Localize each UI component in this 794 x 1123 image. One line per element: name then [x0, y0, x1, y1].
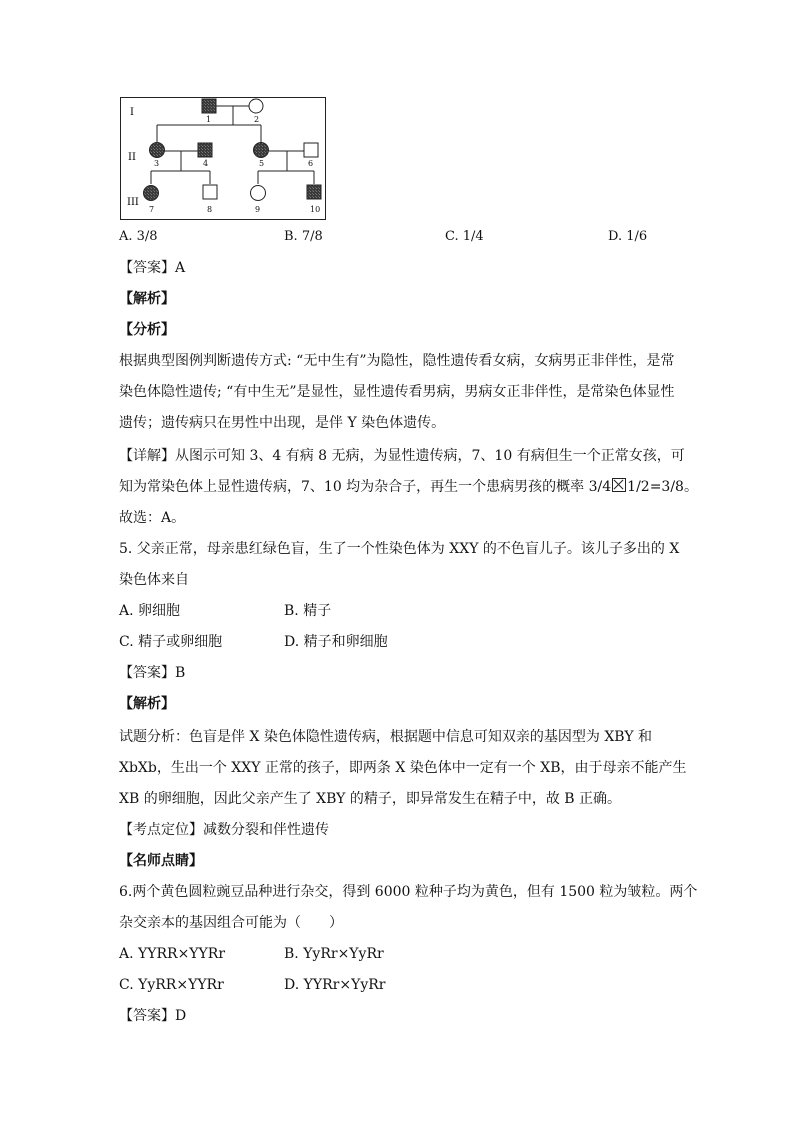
q5-kaodian: 【考点定位】减数分裂和伴性遗传 — [119, 822, 329, 838]
q5-jiexi-heading: 【解析】 — [119, 696, 175, 712]
individual-2-female — [249, 99, 263, 113]
member-label-9: 9 — [255, 205, 261, 214]
individual-9-female — [251, 186, 266, 201]
pedigree-chart — [121, 98, 325, 219]
q6-option-d: D. YYRr×YyRr — [284, 977, 386, 993]
q6-stem-line-1: 6.两个黄色圆粒豌豆品种进行杂交，得到 6000 粒种子均为黄色，但有 1500 粒为皱粒。两个 — [119, 884, 698, 900]
q4-fenxi-heading: 【分析】 — [119, 322, 175, 338]
q5-stem-line-1: 5. 父亲正常，母亲患红绿色盲，生了一个性染色体为 XXY 的不色盲儿子。该儿子多出的 X — [119, 541, 680, 557]
member-label-4: 4 — [203, 159, 209, 168]
pedigree-figure — [120, 97, 326, 220]
individual-5-affected-female — [254, 143, 269, 158]
member-label-7: 7 — [149, 205, 155, 214]
q4-option-a: A. 3/8 — [119, 229, 158, 244]
individual-8-male — [203, 185, 217, 199]
individual-7-affected-female — [144, 186, 159, 201]
q4-detail-line-2b: 1/2=3/8。 — [627, 479, 698, 495]
q5-stem-line-2: 染色体来自 — [119, 572, 189, 588]
individual-3-affected-female — [150, 143, 165, 158]
q5-option-c: C. 精子或卵细胞 — [119, 634, 223, 650]
q4-analysis-line-3: 遗传；遗传病只在男性中出现，是伴 Y 染色体遗传。 — [119, 415, 446, 431]
q4-choose: 故选：A。 — [119, 510, 186, 526]
q4-answer: 【答案】A — [119, 260, 186, 276]
q4-jiexi-heading: 【解析】 — [119, 291, 175, 307]
member-label-2: 2 — [254, 115, 260, 124]
q6-option-c: C. YyRR×YYRr — [119, 977, 224, 993]
q6-option-a: A. YYRR×YYRr — [119, 946, 226, 962]
q5-option-b: B. 精子 — [284, 603, 332, 619]
generation-label-1: I — [130, 107, 134, 118]
member-label-1: 1 — [206, 115, 212, 124]
q5-analysis-line-3: XB 的卵细胞，因此父亲产生了 XBY 的精子，即异常发生在精子中，故 B 正确。 — [119, 791, 622, 807]
q4-analysis-line-1: 根据典型图例判断遗传方式: “无中生有”为隐性，隐性遗传看女病，女病男正非伴性，是常 — [119, 353, 675, 369]
q5-analysis-line-2: XbXb，生出一个 XXY 正常的孩子，即两条 X 染色体中一定有一个 XB，由于母亲不能产生 — [119, 760, 687, 776]
q4-option-b: B. 7/8 — [284, 229, 323, 244]
q4-detail-line-2 — [119, 477, 698, 497]
member-label-8: 8 — [207, 205, 213, 214]
multiply-box-icon — [612, 478, 626, 492]
generation-label-2: II — [128, 152, 136, 163]
q5-analysis-line-1: 试题分析：色盲是伴 X 染色体隐性遗传病，根据题中信息可知双亲的基因型为 XBY 和 — [119, 729, 653, 745]
q4-detail-line-1: 【详解】从图示可知 3、4 有病 8 无病，为显性遗传病，7、10 有病但生一个正常女孩，可 — [119, 448, 685, 464]
q5-answer: 【答案】B — [119, 665, 186, 681]
q5-option-d: D. 精子和卵细胞 — [284, 634, 388, 650]
individual-1-affected-male — [202, 99, 216, 113]
individual-4-affected-male — [198, 143, 212, 157]
generation-label-3: III — [127, 197, 139, 208]
q6-option-b: B. YyRr×YyRr — [284, 946, 384, 962]
q5-mingshi-heading: 【名师点睛】 — [119, 853, 203, 869]
q4-analysis-line-2: 染色体隐性遗传; “有中生无”是显性，显性遗传看男病，男病女正非伴性，是常染色体显性 — [119, 384, 675, 400]
q4-detail-line-2a: 知为常染色体上显性遗传病，7、10 均为杂合子，再生一个患病男孩的概率 3/4 — [119, 479, 612, 495]
q4-option-d: D. 1/6 — [608, 229, 648, 244]
individual-6-male — [304, 143, 318, 157]
individual-10-affected-male — [307, 185, 321, 199]
q6-stem-line-2: 杂交亲本的基因组合可能为（ ） — [119, 915, 343, 931]
member-label-3: 3 — [154, 159, 160, 168]
q6-answer: 【答案】D — [119, 1008, 187, 1024]
member-label-10: 10 — [310, 205, 321, 214]
member-label-6: 6 — [308, 159, 314, 168]
q5-option-a: A. 卵细胞 — [119, 603, 181, 619]
member-label-5: 5 — [259, 159, 265, 168]
q4-option-c: C. 1/4 — [445, 229, 484, 244]
